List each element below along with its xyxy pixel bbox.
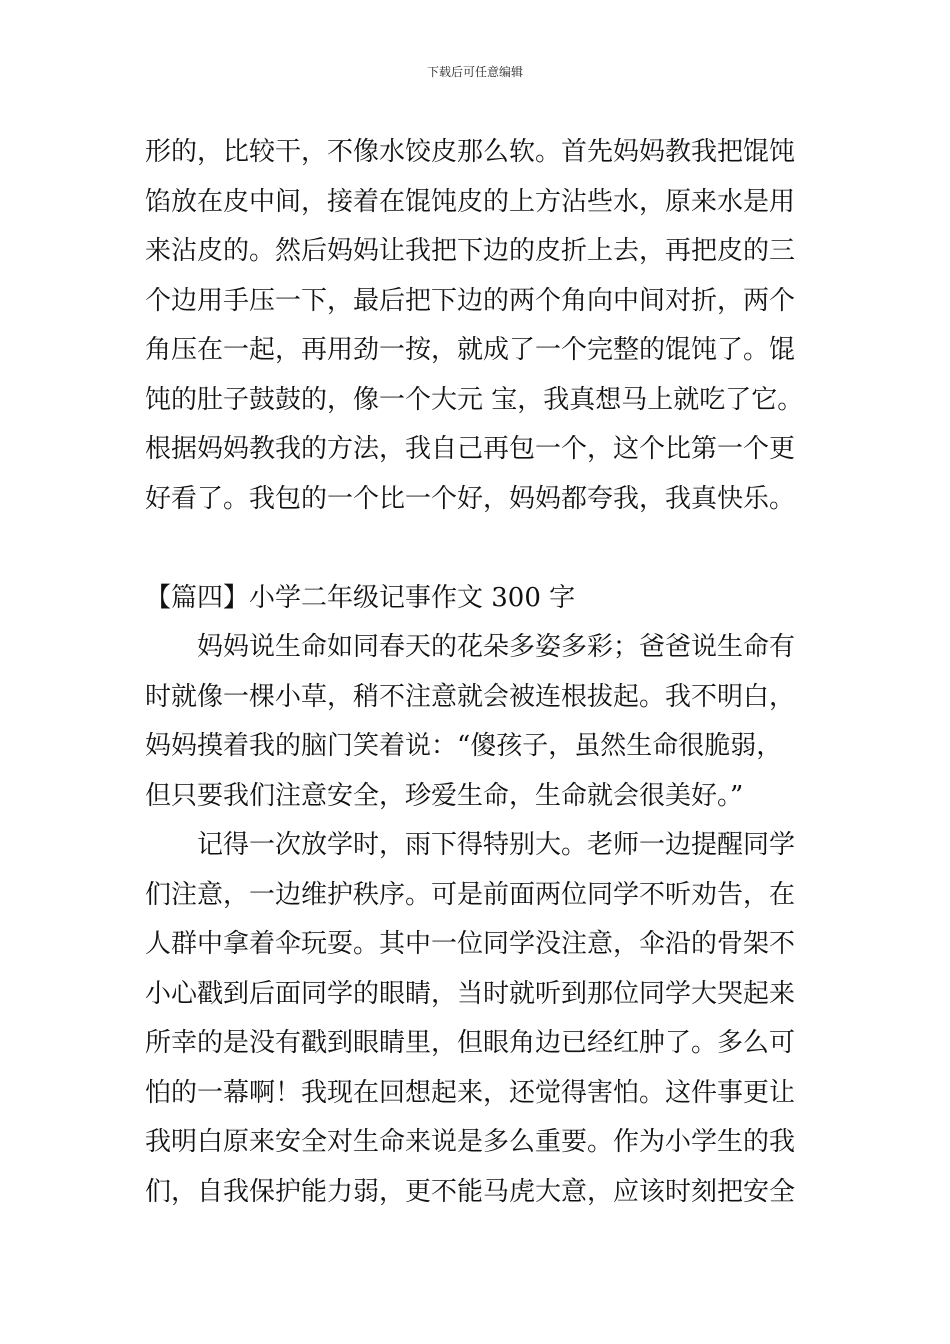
document-body <box>145 128 810 1217</box>
text-line: 形的，比较干，不像水饺皮那么软。首先妈妈教我把馄饨 <box>145 137 796 167</box>
section-title: 【篇四】小学二年级记事作文 300 字 <box>145 582 576 613</box>
text-line: 但只要我们注意安全，珍爱生命，生命就会很美好。” <box>145 780 744 811</box>
text-line: 记得一次放学时，雨下得特别大。老师一边提醒同学 <box>197 830 796 860</box>
text-line: 们，自我保护能力弱，更不能马虎大意，应该时刻把安全 <box>145 1176 796 1207</box>
text-line: 人群中拿着伞玩耍。其中一位同学没注意，伞沿的骨架不 <box>145 929 796 959</box>
text-line: 角压在一起，再用劲一按，就成了一个完整的馄饨了。馄 <box>145 335 796 365</box>
text-line: 我明白原来安全对生命来说是多么重要。作为小学生的我 <box>145 1127 796 1157</box>
text-line: 妈妈说生命如同春天的花朵多姿多彩；爸爸说生命有 <box>197 632 796 662</box>
text-line: 来沾皮的。然后妈妈让我把下边的皮折上去，再把皮的三 <box>145 236 796 266</box>
text-line: 好看了。我包的一个比一个好，妈妈都夸我，我真快乐。 <box>145 483 796 514</box>
text-line: 个边用手压一下，最后把下边的两个角向中间对折，两个 <box>145 285 796 316</box>
text-line: 妈妈摸着我的脑门笑着说：“傻孩子，虽然生命很脆弱， <box>145 731 783 761</box>
text-line: 们注意，一边维护秩序。可是前面两位同学不听劝告，在 <box>145 879 796 910</box>
section-paragraph-2 <box>145 821 810 1217</box>
text-line: 根据妈妈教我的方法，我自己再包一个，这个比第一个更 <box>145 434 796 464</box>
text-line: 时就像一棵小草，稍不注意就会被连根拔起。我不明白， <box>145 681 796 712</box>
text-line: 馅放在皮中间，接着在馄饨皮的上方沾些水，原来水是用 <box>145 186 796 217</box>
text-line: 怕的一幕啊！我现在回想起来，还觉得害怕。这件事更让 <box>145 1077 796 1108</box>
blank-line <box>145 524 810 574</box>
text-line: 饨的肚子鼓鼓的，像一个大元 宝，我真想马上就吃了它。 <box>145 384 804 415</box>
text-line: 所幸的是没有戳到眼睛里，但眼角边已经红肿了。多么可 <box>145 1028 796 1058</box>
paragraph-continued <box>145 128 810 524</box>
text-line: 小心戳到后面同学的眼睛，当时就听到那位同学大哭起来 <box>145 978 796 1009</box>
section-paragraph-1 <box>145 623 810 821</box>
page-header: 下载后可任意编辑 <box>426 65 523 79</box>
